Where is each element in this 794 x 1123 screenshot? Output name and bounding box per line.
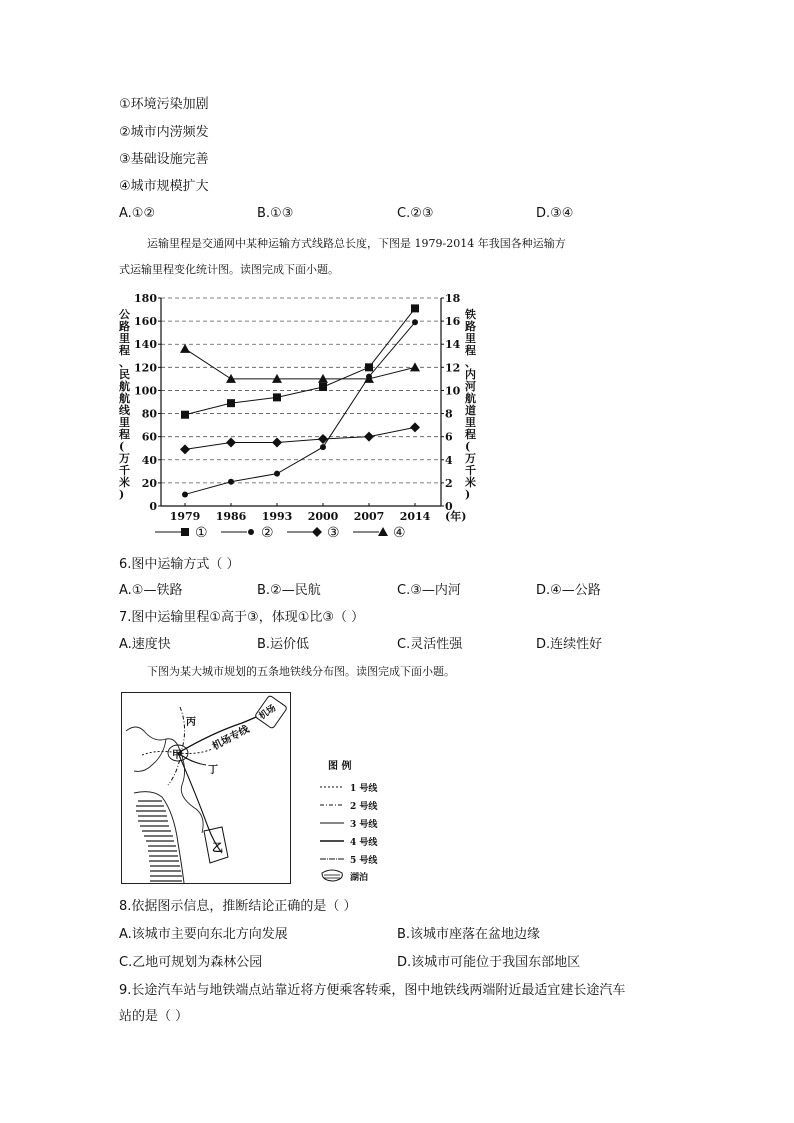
ytick-left-label: 140 <box>134 338 157 352</box>
legend-label-3: 3 号线 <box>350 820 378 830</box>
legend-title: 图 例 <box>328 761 352 772</box>
series-3-point <box>364 432 374 442</box>
label-airport-line: 机场专线 <box>210 724 252 753</box>
series-2-point <box>228 479 234 485</box>
series-line-2 <box>185 322 415 494</box>
label-airport: 机场 <box>257 703 279 722</box>
series-1-point <box>411 304 419 312</box>
river-2 <box>134 739 166 771</box>
prev-option-4: ④城市规模扩大 <box>119 179 209 194</box>
ytick-left-label: 20 <box>141 476 157 490</box>
q8-choice-c[interactable]: C.乙地可规划为森林公园 <box>119 955 263 970</box>
xtick-label: 1979 <box>169 510 201 523</box>
xtick-label: 1993 <box>261 510 293 523</box>
legend-layer <box>155 525 406 541</box>
series-2-point <box>412 319 418 325</box>
ytick-left-label: 0 <box>149 500 157 513</box>
ytick-right-label: 4 <box>445 453 453 467</box>
q6-choice-c[interactable]: C.③—内河 <box>397 583 461 598</box>
prev-choice-c[interactable]: C.②③ <box>397 206 434 221</box>
lake-hatch <box>136 801 182 881</box>
q6-choice-a[interactable]: A.①—铁路 <box>119 583 183 598</box>
ytick-left-label: 100 <box>134 384 157 398</box>
label-bing: 丙 <box>186 717 196 728</box>
legend-marker-3 <box>312 527 322 537</box>
legend-label-3: ③ <box>327 525 340 541</box>
legend-label-5: 5 号线 <box>350 856 378 866</box>
label-jia: 甲 <box>172 750 182 761</box>
legend-label-1: 1 号线 <box>350 784 378 794</box>
prev-choice-a[interactable]: A.①② <box>119 206 156 221</box>
ytick-left-label: 40 <box>141 453 157 467</box>
q7-stem: 7.图中运输里程①高于③，体现①比③（ ） <box>119 610 365 625</box>
series-line-3 <box>185 427 415 449</box>
ytick-left-label: 60 <box>141 430 157 444</box>
transport-mileage-chart <box>115 288 495 548</box>
ytick-right-label: 0 <box>445 500 453 513</box>
prev-choice-d[interactable]: D.③④ <box>536 206 574 221</box>
series-1-point <box>181 411 189 419</box>
legend-label-1: ① <box>195 525 208 541</box>
q7-choice-c[interactable]: C.灵活性强 <box>397 637 463 652</box>
legend-marker-4 <box>378 527 388 536</box>
xtick-label: 2007 <box>353 510 385 523</box>
legend-label-2: ② <box>261 525 274 541</box>
legend-marker-2 <box>248 529 254 535</box>
series-1-point <box>365 363 373 371</box>
subway-map <box>121 692 291 884</box>
intro-chart-line1: 运输里程是交通网中某种运输方式线路总长度，下图是 1979-2014 年我国各种运输方 <box>147 237 566 250</box>
ytick-right-label: 18 <box>445 292 461 305</box>
ytick-left-label: 180 <box>134 292 157 305</box>
ylabel-right: 铁路里程、内河航道里程(万千米) <box>465 308 476 501</box>
ytick-right-label: 10 <box>445 384 461 398</box>
ytick-left-label: 160 <box>134 315 157 329</box>
axis-layer <box>134 292 466 523</box>
prev-option-2: ②城市内涝频发 <box>119 125 209 140</box>
prev-choice-b[interactable]: B.①③ <box>257 206 294 221</box>
q6-choice-d[interactable]: D.④—公路 <box>536 583 601 598</box>
xtick-label: 1986 <box>215 510 247 523</box>
legend-label-lake: 湖泊 <box>350 873 369 883</box>
series-3-point <box>410 422 420 432</box>
ytick-right-label: 2 <box>445 476 453 490</box>
x-unit-label: (年) <box>445 510 467 523</box>
legend-label-2: 2 号线 <box>350 802 378 812</box>
legend-lake-icon <box>322 870 342 881</box>
q9-line2: 站的是（ ） <box>119 1009 189 1024</box>
series-layer <box>180 304 420 497</box>
intro-map: 下图为某大城市规划的五条地铁线分布图。读图完成下面小题。 <box>147 665 455 678</box>
q7-choice-b[interactable]: B.运价低 <box>257 637 310 652</box>
legend-label-4: 4 号线 <box>350 838 378 848</box>
series-2-point <box>320 444 326 450</box>
series-4-point <box>180 344 190 353</box>
ytick-right-label: 6 <box>445 430 453 444</box>
lake-shore <box>134 792 184 883</box>
legend-marker-1 <box>181 528 189 536</box>
q7-choice-d[interactable]: D.连续性好 <box>536 637 603 652</box>
q8-choice-d[interactable]: D.该城市可能位于我国东部地区 <box>397 955 581 970</box>
intro-chart-line2: 式运输里程变化统计图。读图完成下面小题。 <box>119 263 339 276</box>
series-1-point <box>227 399 235 407</box>
series-4-point <box>410 362 420 371</box>
label-ding: 丁 <box>208 765 218 776</box>
q8-choice-a[interactable]: A.该城市主要向东北方向发展 <box>119 927 288 942</box>
prev-option-3: ③基础设施完善 <box>119 152 209 167</box>
ytick-right-label: 12 <box>445 361 461 375</box>
map-legend <box>318 757 408 882</box>
q8-stem: 8.依据图示信息，推断结论正确的是（ ） <box>119 899 357 914</box>
ytick-left-label: 120 <box>134 361 157 375</box>
ytick-right-label: 8 <box>445 407 453 421</box>
series-3-point <box>226 437 236 447</box>
ytick-left-label: 80 <box>141 407 157 421</box>
legend-label-4: ④ <box>393 525 406 541</box>
q7-choice-a[interactable]: A.速度快 <box>119 637 171 652</box>
series-2-point <box>182 491 188 497</box>
q6-stem: 6.图中运输方式（ ） <box>119 557 240 572</box>
ytick-right-label: 14 <box>445 338 461 352</box>
ytick-right-label: 16 <box>445 315 461 329</box>
q9-line1: 9.长途汽车站与地铁端点站靠近将方便乘客转乘，图中地铁线两端附近最适宜建长途汽车 <box>119 983 626 998</box>
xtick-label: 2014 <box>399 510 431 523</box>
series-3-point <box>272 437 282 447</box>
q8-choice-b[interactable]: B.该城市座落在盆地边缘 <box>397 927 541 942</box>
series-3-point <box>180 444 190 454</box>
series-1-point <box>319 383 327 391</box>
prev-option-1: ①环境污染加剧 <box>119 97 209 112</box>
series-1-point <box>273 393 281 401</box>
xtick-label: 2000 <box>307 510 339 523</box>
grid-layer <box>161 298 441 483</box>
q6-choice-b[interactable]: B.②—民航 <box>257 583 321 598</box>
ylabel-left: 公路里程、民航航线里程(万千米) <box>119 308 130 501</box>
series-2-point <box>274 471 280 477</box>
series-line-1 <box>185 308 415 414</box>
label-yi: 乙 <box>212 841 223 854</box>
